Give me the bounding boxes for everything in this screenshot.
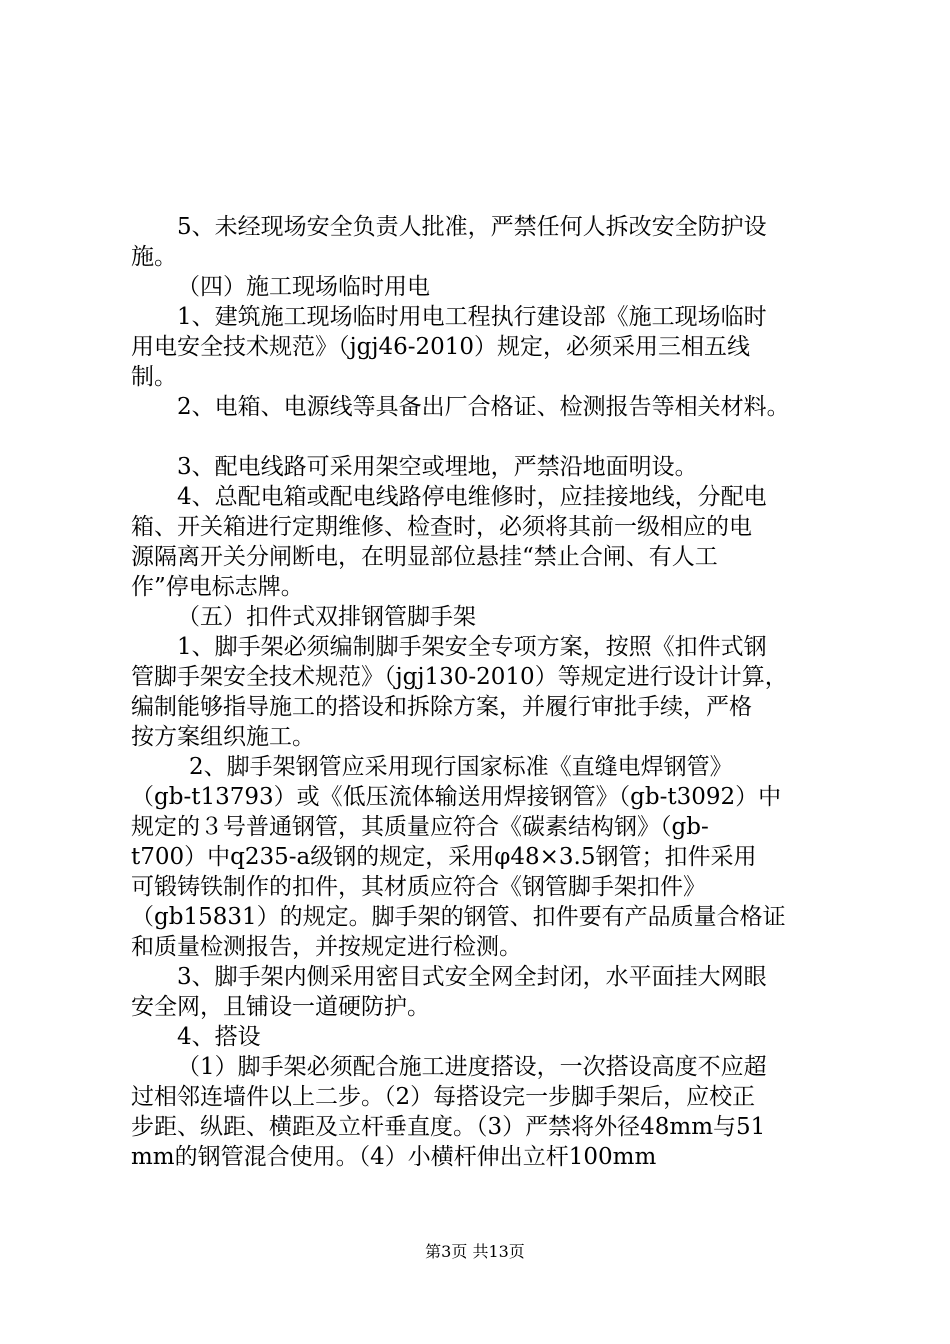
- text-line: 和质量检测报告，并按规定进行检测。: [131, 934, 522, 960]
- text-line: 箱、开关箱进行定期维修、检查时，必须将其前一级相应的电: [131, 514, 752, 540]
- text-line: 3、脚手架内侧采用密目式安全网全封闭，水平面挂大网眼: [177, 964, 767, 990]
- text-line: 安全网，且铺设一道硬防护。: [131, 994, 430, 1020]
- text-line: mm的钢管混合使用。（4）小横杆伸出立杆100mm: [131, 1144, 657, 1170]
- text-line: 1、脚手架必须编制脚手架安全专项方案，按照《扣件式钢: [177, 634, 767, 660]
- text-line: 3、配电线路可采用架空或埋地，严禁沿地面明设。: [177, 454, 698, 480]
- text-line: 规定的３号普通钢管，其质量应符合《碳素结构钢》（gb-: [131, 814, 709, 840]
- text-line: 过相邻连墙件以上二步。（2）每搭设完一步脚手架后，应校正: [131, 1084, 756, 1110]
- text-line: 施。: [131, 244, 177, 270]
- text-line: t700）中q235-a级钢的规定，采用φ48×3.5钢管；扣件采用: [131, 844, 757, 870]
- text-line: 编制能够指导施工的搭设和拆除方案，并履行审批手续，严格: [131, 694, 752, 720]
- text-line: （gb15831）的规定。脚手架的钢管、扣件要有产品质量合格证: [131, 904, 786, 930]
- text-line: 制。: [131, 364, 177, 390]
- page-footer: 第3页 共13页: [425, 1242, 525, 1261]
- text-line: （gb-t13793）或《低压流体输送用焊接钢管》（gb-t3092）中: [131, 784, 782, 810]
- text-line: （1）脚手架必须配合施工进度搭设，一次搭设高度不应超: [177, 1054, 767, 1080]
- text-line: 1、建筑施工现场临时用电工程执行建设部《施工现场临时: [177, 304, 767, 330]
- text-line: 2、电箱、电源线等具备出厂合格证、检测报告等相关材料。: [177, 394, 790, 420]
- text-line: 管脚手架安全技术规范》（jgj130-2010）等规定进行设计计算，: [131, 664, 788, 690]
- text-line: 源隔离开关分闸断电，在明显部位悬挂“禁止合闸、有人工: [131, 544, 718, 570]
- section-heading: （四）施工现场临时用电: [177, 274, 430, 300]
- text-line: 用电安全技术规范》（jgj46-2010）规定，必须采用三相五线: [131, 334, 751, 360]
- text-line: 2、脚手架钢管应采用现行国家标准《直缝电焊钢管》: [189, 754, 733, 780]
- text-line: 作”停电标志牌。: [131, 574, 304, 600]
- text-line: 按方案组织施工。: [131, 724, 315, 750]
- text-line: 4、搭设: [177, 1024, 261, 1050]
- text-line: 可锻铸铁制作的扣件，其材质应符合《钢管脚手架扣件》: [131, 874, 706, 900]
- text-line: 4、总配电箱或配电线路停电维修时，应挂接地线，分配电: [177, 484, 767, 510]
- text-line: 5、未经现场安全负责人批准，严禁任何人拆改安全防护设: [177, 214, 767, 240]
- section-heading: （五）扣件式双排钢管脚手架: [177, 604, 476, 630]
- text-line: 步距、纵距、横距及立杆垂直度。（3）严禁将外径48mm与51: [131, 1114, 766, 1140]
